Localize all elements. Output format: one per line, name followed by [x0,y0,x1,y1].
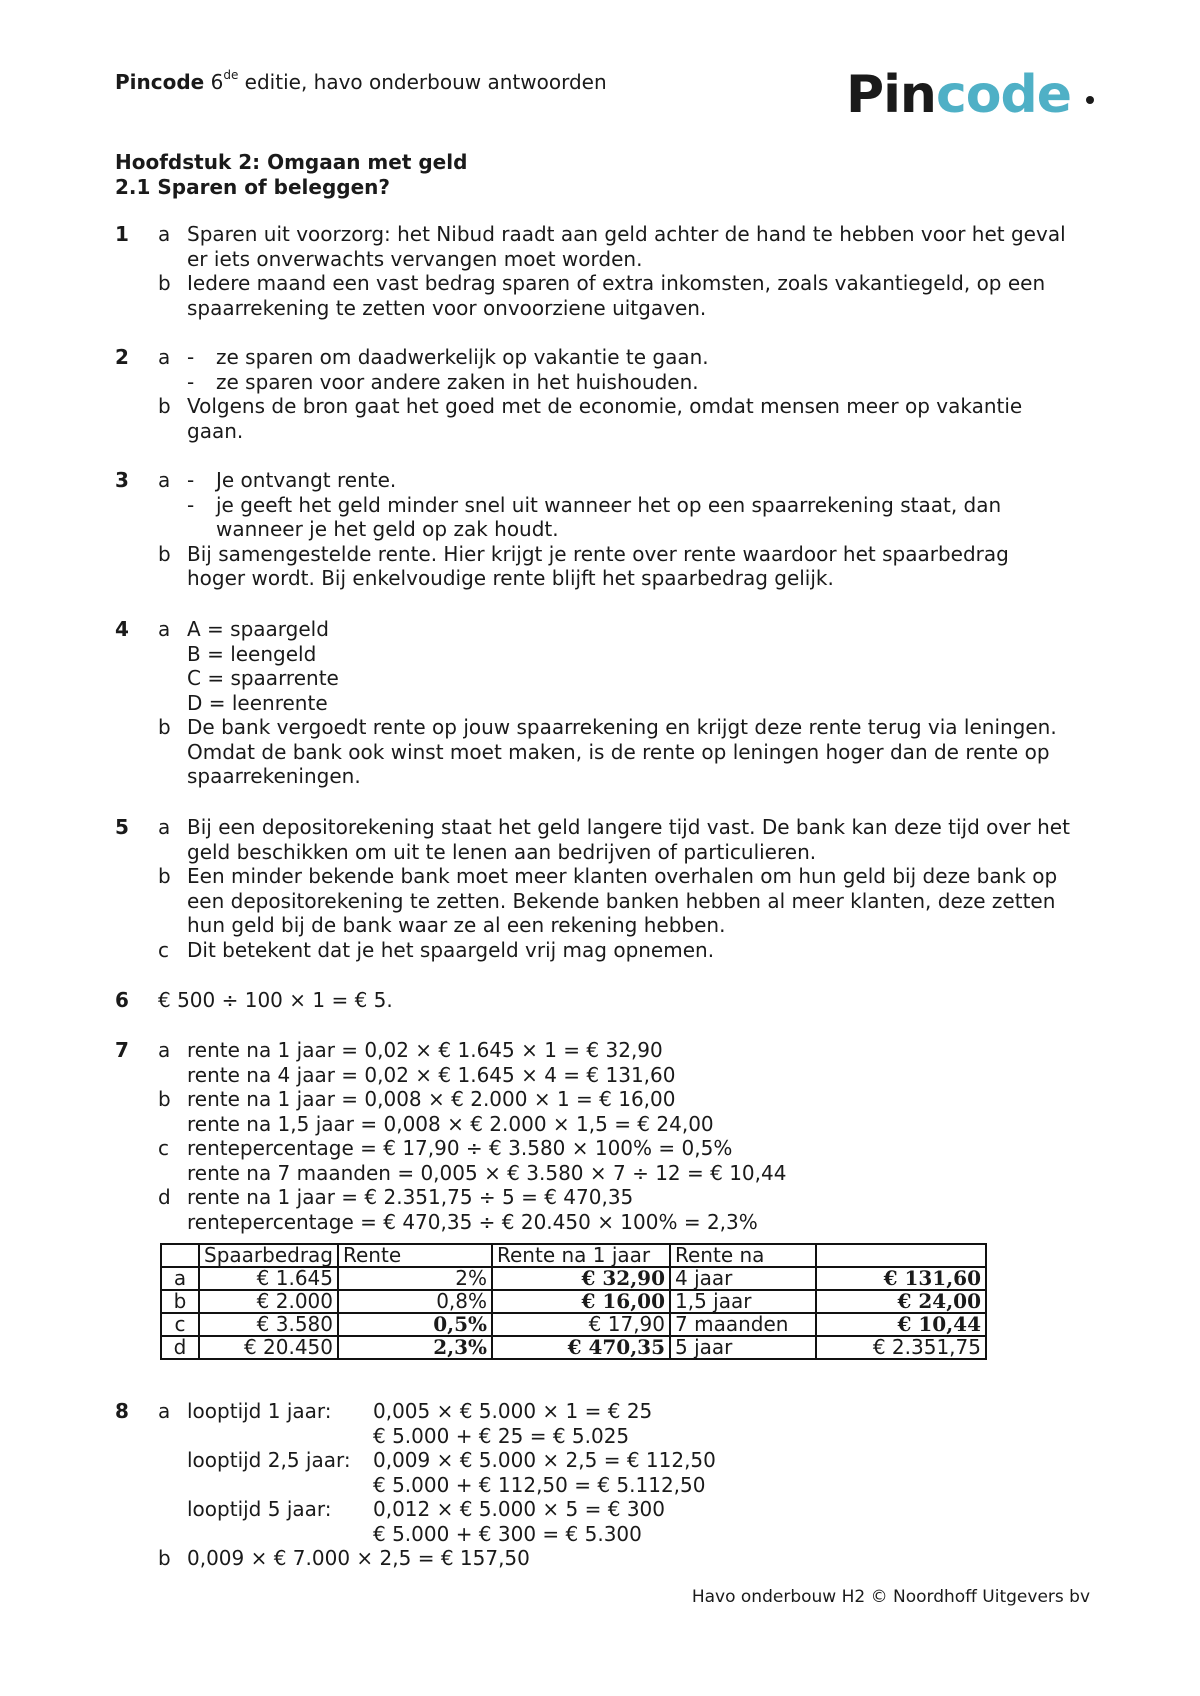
question-number: 2 [115,345,129,369]
question-number: 6 [115,988,129,1012]
sub-letter: a [158,468,171,492]
table-cell: € 24,00 [816,1290,986,1313]
answer-line: € 5.000 + € 300 = € 5.300 [373,1521,642,1546]
table-cell: 7 maanden [670,1313,816,1336]
table-cell: d [161,1336,199,1359]
header-rest: editie, havo onderbouw antwoorden [238,70,607,94]
question-number: 4 [115,617,129,641]
term-label: looptijd 5 jaar: [187,1497,332,1521]
table-cell: € 20.450 [199,1336,338,1359]
answer-line: rentepercentage = € 470,35 ÷ € 20.450 × 100% = 2,3% [187,1209,758,1234]
header-edition-sup: de [223,68,239,83]
table-cell: € 32,90 [492,1267,670,1290]
answer-line: Je ontvangt rente. [216,468,397,492]
sub-letter: c [158,937,169,962]
answer-line: spaarrekening te zetten voor onvoorziene uitgaven. [187,295,707,320]
answer-line: ze sparen om daadwerkelijk op vakantie te gaan. [216,345,709,369]
table-cell: 0,5% [338,1313,492,1336]
table-cell: 0,8% [338,1290,492,1313]
sub-letter: b [158,715,171,739]
answer-line: Volgens de bron gaat het goed met de economie, omdat mensen meer op vakantie [187,394,1023,418]
answer-line: A = spaargeld [187,617,329,641]
answer-line: 0,005 × € 5.000 × 1 = € 25 [373,1399,653,1423]
sub-letter: d [158,1185,171,1209]
answer-line: je geeft het geld minder snel uit wanneer het op een spaarrekening staat, dan [216,492,1002,517]
answer-line: rentepercentage = € 17,90 ÷ € 3.580 × 100% = 0,5% [187,1136,733,1160]
document-header [115,70,607,94]
bullet-dash: - [187,345,195,369]
answer-line: D = leenrente [187,690,328,715]
question-number: 5 [115,815,129,839]
sub-letter: a [158,222,171,246]
table-header-cell [816,1244,986,1267]
bullet-dash: - [187,492,195,517]
table-cell: 4 jaar [670,1267,816,1290]
table-row [161,1290,986,1313]
answer-line: rente na 1 jaar = 0,02 × € 1.645 × 1 = € 32,90 [187,1038,663,1062]
logo-text: Pincode [846,65,1072,122]
sub-letter: b [158,1546,171,1570]
table-cell: € 17,90 [492,1313,670,1336]
table-header-cell: Rente na 1 jaar [492,1244,670,1267]
answer-line: hun geld bij de bank waar ze al een rekening hebben. [187,913,726,937]
answer-line: 0,009 × € 5.000 × 2,5 = € 112,50 [373,1448,716,1472]
table-cell: € 16,00 [492,1290,670,1313]
answer-line: rente na 1 jaar = 0,008 × € 2.000 × 1 = € 16,00 [187,1087,676,1111]
bullet-dash: - [187,468,195,492]
table-cell: 2,3% [338,1336,492,1359]
answer-line: € 500 ÷ 100 × 1 = € 5. [158,988,393,1012]
sub-letter: a [158,345,171,369]
answer-line: Bij samengestelde rente. Hier krijgt je rente over rente waardoor het spaarbedrag [187,541,1009,566]
answer-line: B = leengeld [187,641,317,666]
answer-line: rente na 7 maanden = 0,005 × € 3.580 × 7 ÷ 12 = € 10,44 [187,1160,787,1185]
answer-line: Een minder bekende bank moet meer klanten overhalen om hun geld bij deze bank op [187,864,1058,888]
answer-line: Iedere maand een vast bedrag sparen of extra inkomsten, zoals vakantiegeld, op een [187,271,1046,295]
answer-line: C = spaarrente [187,666,339,690]
table-cell: a [161,1267,199,1290]
sub-letter: b [158,271,171,295]
table-row [161,1313,986,1336]
sub-letter: a [158,617,171,641]
table-row [161,1267,986,1290]
pincode-logo [846,62,1096,122]
answer-line: rente na 4 jaar = 0,02 × € 1.645 × 4 = € 131,60 [187,1062,676,1087]
table-header-row [161,1244,986,1267]
answer-line: rente na 1,5 jaar = 0,008 × € 2.000 × 1,5 = € 24,00 [187,1111,714,1136]
chapter-title: Hoofdstuk 2: Omgaan met geld [115,150,468,174]
table-cell: b [161,1290,199,1313]
table-cell: € 470,35 [492,1336,670,1359]
answer-line: er iets onverwachts vervangen moet worden. [187,246,643,271]
sub-letter: b [158,394,171,418]
answer-line: geld beschikken om uit te lenen aan bedrijven of particulieren. [187,839,817,864]
bullet-dash: - [187,369,195,394]
table-cell: € 1.645 [199,1267,338,1290]
answer-line: € 5.000 + € 25 = € 5.025 [373,1423,630,1448]
table-cell: € 131,60 [816,1267,986,1290]
table-cell: 2% [338,1267,492,1290]
page-footer: Havo onderbouw H2 © Noordhoff Uitgevers bv [691,1587,1090,1607]
table-cell: € 10,44 [816,1313,986,1336]
table-header-cell [161,1244,199,1267]
sub-letter: b [158,541,171,566]
table-header-cell: Rente [338,1244,492,1267]
table-cell: 1,5 jaar [670,1290,816,1313]
answer-line: € 5.000 + € 112,50 = € 5.112,50 [373,1472,706,1497]
question-number: 3 [115,468,129,492]
table-cell: c [161,1313,199,1336]
question-number: 7 [115,1038,129,1062]
answer-line: 0,012 × € 5.000 × 5 = € 300 [373,1497,665,1521]
header-edition-num: 6 [210,70,224,94]
answer-line: De bank vergoedt rente op jouw spaarrekening en krijgt deze rente terug via leningen. [187,715,1057,739]
table-header-cell: Rente na [670,1244,816,1267]
answer-line: hoger wordt. Bij enkelvoudige rente blijft het spaarbedrag gelijk. [187,566,834,590]
answer-line: Sparen uit voorzorg: het Nibud raadt aan geld achter de hand te hebben voor het geval [187,222,1066,246]
sub-letter: c [158,1136,169,1160]
logo-dot-icon [1086,96,1094,104]
answer-line: wanneer je het geld op zak houdt. [216,517,559,541]
interest-table [160,1243,987,1360]
sub-letter: a [158,815,171,839]
sub-letter: a [158,1038,171,1062]
answer-line: ze sparen voor andere zaken in het huishouden. [216,369,699,394]
table-cell: € 2.000 [199,1290,338,1313]
term-label: looptijd 1 jaar: [187,1399,332,1423]
table-cell: € 2.351,75 [816,1336,986,1359]
answer-line: Bij een depositorekening staat het geld langere tijd vast. De bank kan deze tijd over het [187,815,1070,839]
question-number: 8 [115,1399,129,1423]
table-header-cell: Spaarbedrag [199,1244,338,1267]
table-cell: 5 jaar [670,1336,816,1359]
sub-letter: a [158,1399,171,1423]
answer-line: Omdat de bank ook winst moet maken, is de rente op leningen hoger dan de rente op [187,739,1050,764]
question-number: 1 [115,222,129,246]
sub-letter: b [158,1087,171,1111]
answer-line: Dit betekent dat je het spaargeld vrij mag opnemen. [187,937,715,962]
table-row [161,1336,986,1359]
answer-line: een depositorekening te zetten. Bekende banken hebben al meer klanten, deze zetten [187,888,1056,913]
answer-line: spaarrekeningen. [187,764,361,788]
sub-letter: b [158,864,171,888]
answer-line: rente na 1 jaar = € 2.351,75 ÷ 5 = € 470,35 [187,1185,634,1209]
header-brand: Pincode [115,70,205,94]
term-label: looptijd 2,5 jaar: [187,1448,351,1472]
answer-line: gaan. [187,418,244,443]
section-title: 2.1 Sparen of beleggen? [115,175,390,199]
answer-line: 0,009 × € 7.000 × 2,5 = € 157,50 [187,1546,530,1570]
table-cell: € 3.580 [199,1313,338,1336]
